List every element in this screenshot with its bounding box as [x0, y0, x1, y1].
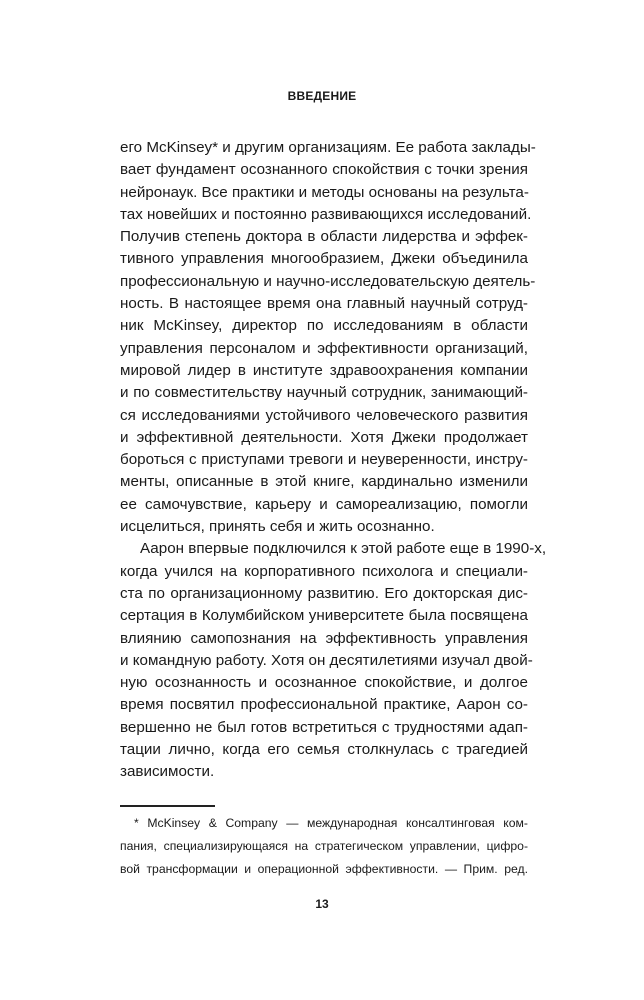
text-line: и эффективной деятельности. Хотя Джеки продолжает [120, 428, 528, 446]
text-line: его McKinsey* и другим организациям. Ее работа заклады- [120, 139, 536, 156]
text-line: вершенно не был готов встретиться с трудностями адап- [120, 718, 528, 736]
text-line: нейронаук. Все практики и методы основаны на результа- [120, 183, 529, 201]
text-line: влиянию самопознания на эффективность управления [120, 629, 528, 647]
footnote-divider [120, 805, 215, 807]
text-line: вает фундамент осознанного спокойствия с точки зрения [120, 161, 528, 179]
footnote-line: вой трансформации и операционной эффективности. — Прим. ред. [120, 862, 528, 876]
text-line: менты, описанные в этой книге, кардинально изменили [120, 473, 528, 491]
text-line: тах новейших и постоянно развивающихся исследований. [120, 205, 532, 223]
text-line: ста по организационному развитию. Его докторская дис- [120, 584, 528, 602]
text-line: зависимости. [120, 763, 215, 781]
text-line: ную осознанность и осознанное спокойствие, и долгое [120, 674, 528, 692]
chapter-title: ВВЕДЕНИЕ [287, 89, 357, 103]
text-line: исцелиться, принять себя и жить осознанно. [120, 518, 435, 536]
text-line: и по совместительству научный сотрудник, занимающий- [120, 384, 528, 402]
footnote-line: * McKinsey & Company — международная консалтинговая ком- [134, 816, 528, 830]
page-number: 13 [315, 897, 329, 911]
text-line: время посвятил профессиональной практике, Аарон со- [120, 696, 528, 714]
text-line: когда учился на корпоративного психолога и специали- [120, 562, 528, 580]
text-line: ник McKinsey, директор по исследованиям в области [120, 317, 528, 335]
text-line: мировой лидер в институте здравоохранения компании [120, 361, 528, 379]
text-line: Получив степень доктора в области лидерства и эффек- [120, 228, 528, 246]
body-text [120, 137, 547, 784]
text-line: и командную работу. Хотя он десятилетиями изучал двой- [120, 651, 533, 669]
text-line: бороться с приступами тревоги и неуверенности, инстру- [120, 451, 528, 469]
text-line: управления персоналом и эффективности организаций, [120, 339, 528, 357]
text-line: тивного управления многообразием, Джеки объединила [120, 250, 528, 268]
footnote [120, 812, 528, 881]
text-line: сертация в Колумбийском университете была посвящена [120, 607, 528, 625]
text-line: профессиональную и научно-исследовательскую деятель- [120, 272, 536, 290]
text-line: Аарон впервые подключился к этой работе еще в 1990-х, [140, 540, 547, 558]
text-line: ность. В настоящее время она главный научный сотруд- [120, 295, 528, 313]
footnote-line: пания, специализирующаяся на стратегическом управлении, цифро- [120, 839, 528, 853]
text-line: ся исследованиями устойчивого человеческого развития [120, 406, 528, 424]
text-line: тации лично, когда его семья столкнулась с трагедией [120, 741, 528, 759]
text-line: ее самочувствие, карьеру и самореализацию, помогли [120, 495, 528, 513]
